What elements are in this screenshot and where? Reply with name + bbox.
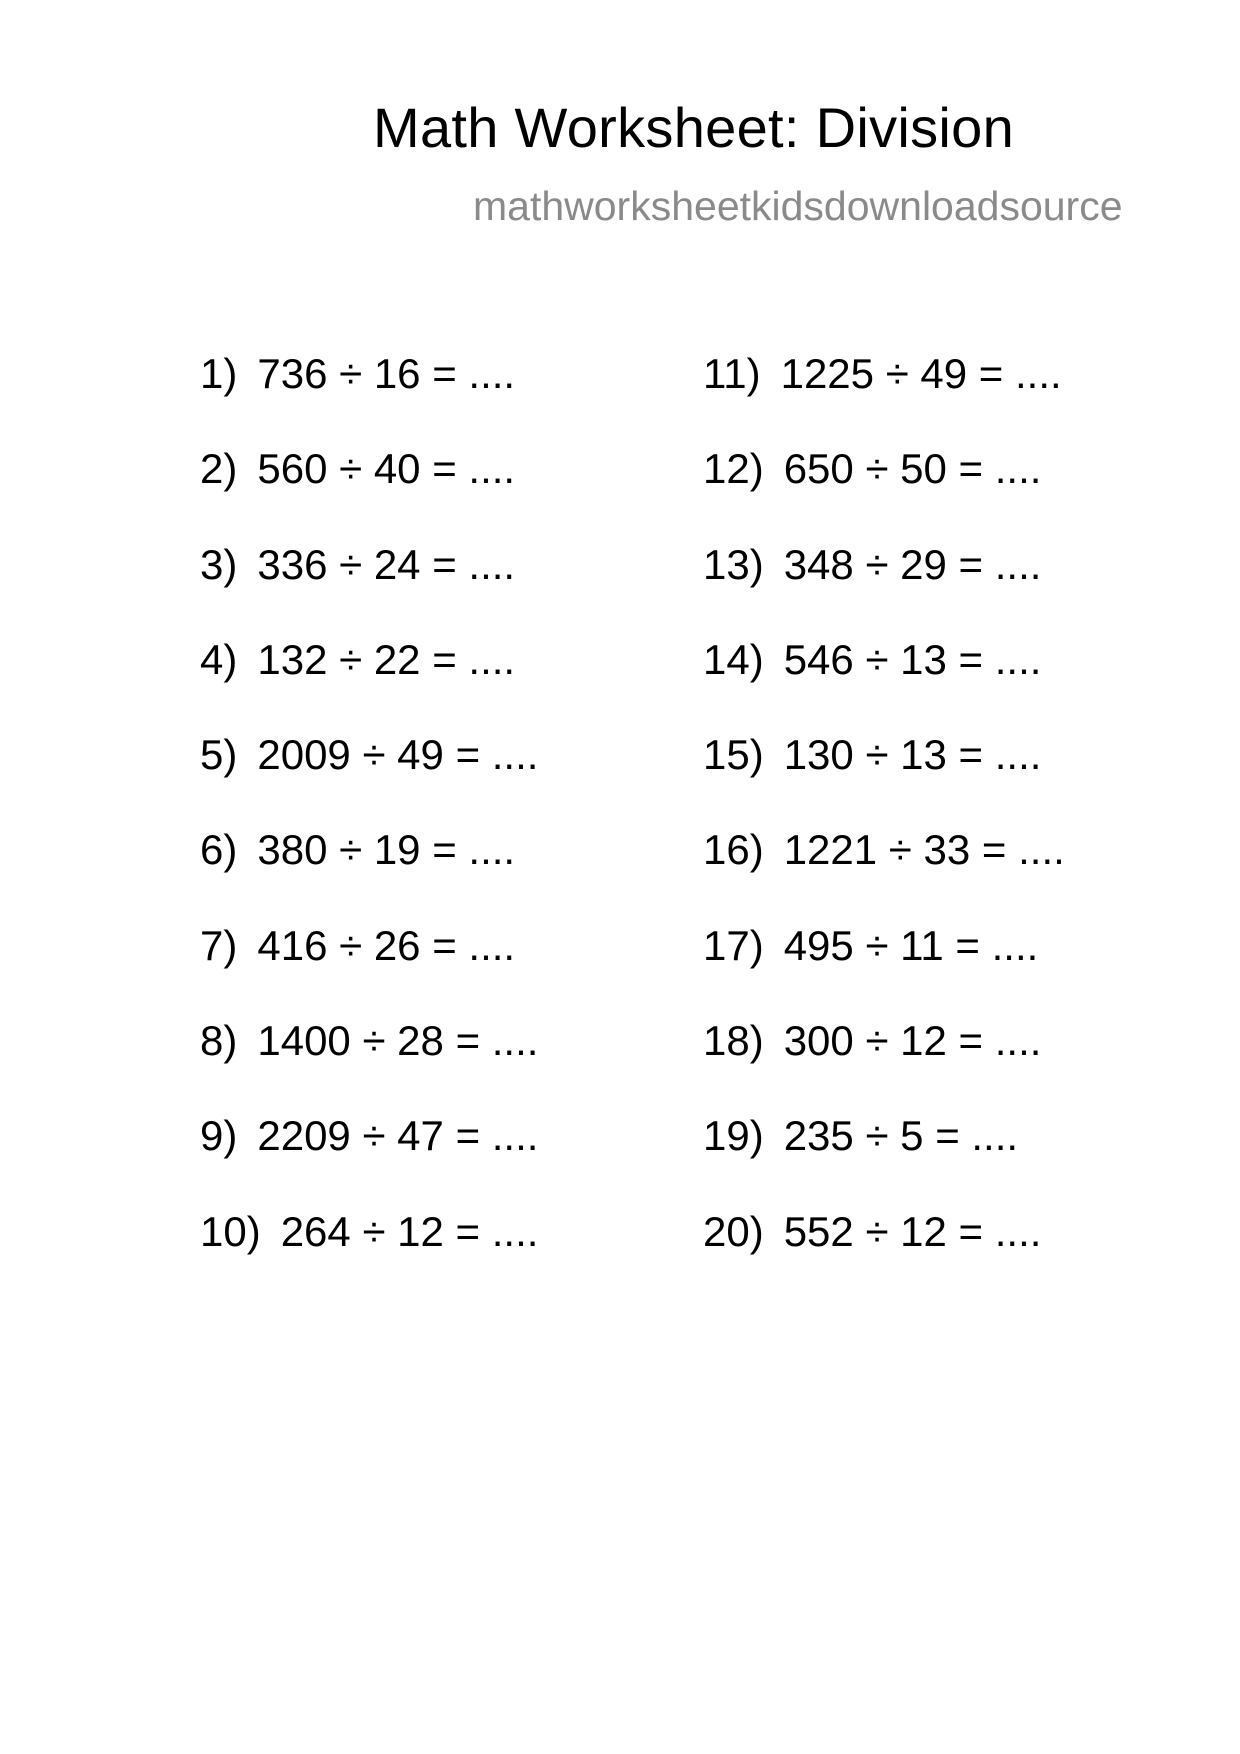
problem-number: 4) — [200, 635, 238, 683]
problem-number: 11) — [703, 350, 761, 397]
problem-expression: 1221 ÷ 33 = .... — [783, 826, 1065, 874]
problem-item — [200, 635, 538, 734]
problem-item — [200, 1017, 539, 1115]
problem-expression: 130 ÷ 13 = .... — [783, 731, 1042, 779]
problem-expression: 546 ÷ 13 = .... — [783, 635, 1042, 683]
problem-column-right — [703, 350, 1065, 1306]
problem-expression: 1225 ÷ 49 = .... — [780, 350, 1062, 397]
problem-number: 12) — [703, 445, 764, 493]
problem-expression: 380 ÷ 19 = .... — [257, 826, 516, 874]
problem-item — [703, 1017, 1065, 1115]
problem-item — [703, 445, 1065, 543]
problem-expression: 336 ÷ 24 = .... — [257, 540, 516, 588]
problem-expression: 552 ÷ 12 = .... — [783, 1207, 1042, 1255]
problem-number: 6) — [200, 826, 238, 874]
problem-number: 10) — [200, 1207, 261, 1255]
problem-item — [703, 1207, 1065, 1306]
problem-expression: 650 ÷ 50 = .... — [783, 445, 1042, 493]
problem-item — [200, 826, 538, 924]
problem-item — [703, 921, 1065, 1020]
problem-item — [703, 826, 1065, 924]
problem-item — [200, 1207, 539, 1306]
problem-item — [200, 445, 538, 543]
problem-number: 14) — [703, 635, 764, 683]
problem-expression: 264 ÷ 12 = .... — [280, 1207, 539, 1255]
problem-number: 3) — [200, 540, 238, 588]
problem-number: 13) — [703, 540, 764, 588]
problem-expression: 300 ÷ 12 = .... — [783, 1017, 1042, 1065]
problem-number: 18) — [703, 1017, 764, 1065]
problem-expression: 560 ÷ 40 = .... — [257, 445, 516, 493]
problem-number: 2) — [200, 445, 238, 493]
problem-number: 20) — [703, 1207, 764, 1255]
problem-item — [200, 731, 539, 829]
problem-expression: 2009 ÷ 49 = .... — [257, 731, 539, 779]
problem-number: 9) — [200, 1112, 238, 1160]
problem-number: 5) — [200, 731, 238, 779]
problem-expression: 132 ÷ 22 = .... — [257, 635, 516, 683]
problem-column-left — [200, 350, 539, 1306]
problem-item — [703, 1112, 1065, 1210]
problem-item — [703, 635, 1065, 734]
problem-number: 7) — [200, 921, 238, 969]
problem-number: 16) — [703, 826, 764, 874]
problem-number: 15) — [703, 731, 764, 779]
problem-item — [703, 731, 1065, 829]
problem-item — [200, 350, 538, 448]
problem-item — [200, 921, 538, 1020]
problem-expression: 348 ÷ 29 = .... — [783, 540, 1042, 588]
problem-expression: 495 ÷ 11 = .... — [783, 921, 1039, 969]
problem-item — [703, 540, 1065, 639]
problem-expression: 2209 ÷ 47 = .... — [257, 1112, 539, 1160]
problem-number: 17) — [703, 921, 764, 969]
problem-item — [703, 350, 1065, 448]
problem-number: 19) — [703, 1112, 764, 1160]
page-title: Math Worksheet: Division — [373, 96, 1015, 159]
problem-expression: 736 ÷ 16 = .... — [257, 350, 516, 397]
problem-item — [200, 540, 538, 639]
problem-number: 1) — [200, 350, 238, 397]
problem-expression: 1400 ÷ 28 = .... — [257, 1017, 539, 1065]
problem-expression: 235 ÷ 5 = .... — [783, 1112, 1019, 1160]
problem-item — [200, 1112, 539, 1210]
problem-number: 8) — [200, 1017, 238, 1065]
page-subtitle: mathworksheetkidsdownloadsource — [473, 183, 1123, 229]
problem-expression: 416 ÷ 26 = .... — [257, 921, 516, 969]
